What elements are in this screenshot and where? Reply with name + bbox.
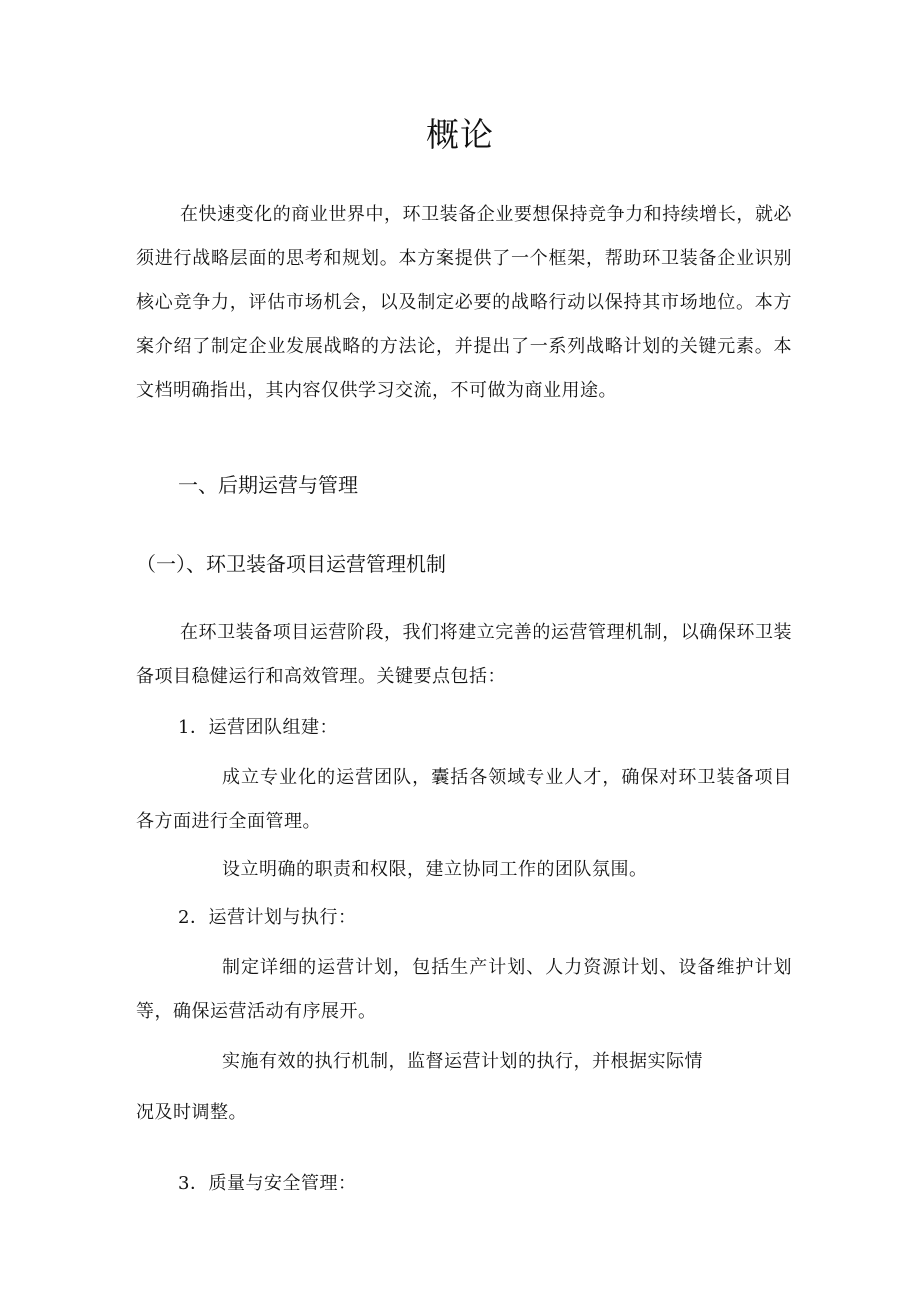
point-2-paragraph-b-line-1: 实施有效的执行机制，监督运营计划的执行，并根据实际情 [222,1051,703,1072]
subsection-intro-paragraph: 在环卫装备项目运营阶段，我们将建立完善的运营管理机制，以确保环卫装备项目稳健运行和高效管理。关键要点包括： [136,622,792,687]
point-1-paragraph-b: 设立明确的职责和权限，建立协同工作的团队氛围。 [222,859,648,880]
point-3-heading: 3．质量与安全管理： [178,1173,357,1194]
point-1-heading: 1．运营团队组建： [178,717,338,738]
section-heading: 一、后期运营与管理 [178,473,358,497]
point-2-heading: 2．运营计划与执行： [178,907,357,928]
page-title: 概论 [426,115,494,154]
intro-paragraph: 在快速变化的商业世界中，环卫装备企业要想保持竞争力和持续增长，就必须进行战略层面的思考和规划。本方案提供了一个框架，帮助环卫装备企业识别核心竞争力，评估市场机会，以及制定必要的战略行动以保持其市场地位。本方案介绍了制定企业发展战略的方法论，并提出了一系列战略计划的关键元素。本文档明确指出，其内容仅供学习交流，不可做为商业用途。 [136,204,792,401]
point-1-paragraph-a: 成立专业化的运营团队，囊括各领域专业人才，确保对环卫装备项目各方面进行全面管理。 [136,767,792,832]
point-2-paragraph-a: 制定详细的运营计划，包括生产计划、人力资源计划、设备维护计划等，确保运营活动有序展开。 [136,957,792,1022]
point-2-paragraph-b-line-2: 况及时调整。 [136,1102,247,1123]
subsection-heading: （一）、环卫装备项目运营管理机制 [136,552,446,576]
